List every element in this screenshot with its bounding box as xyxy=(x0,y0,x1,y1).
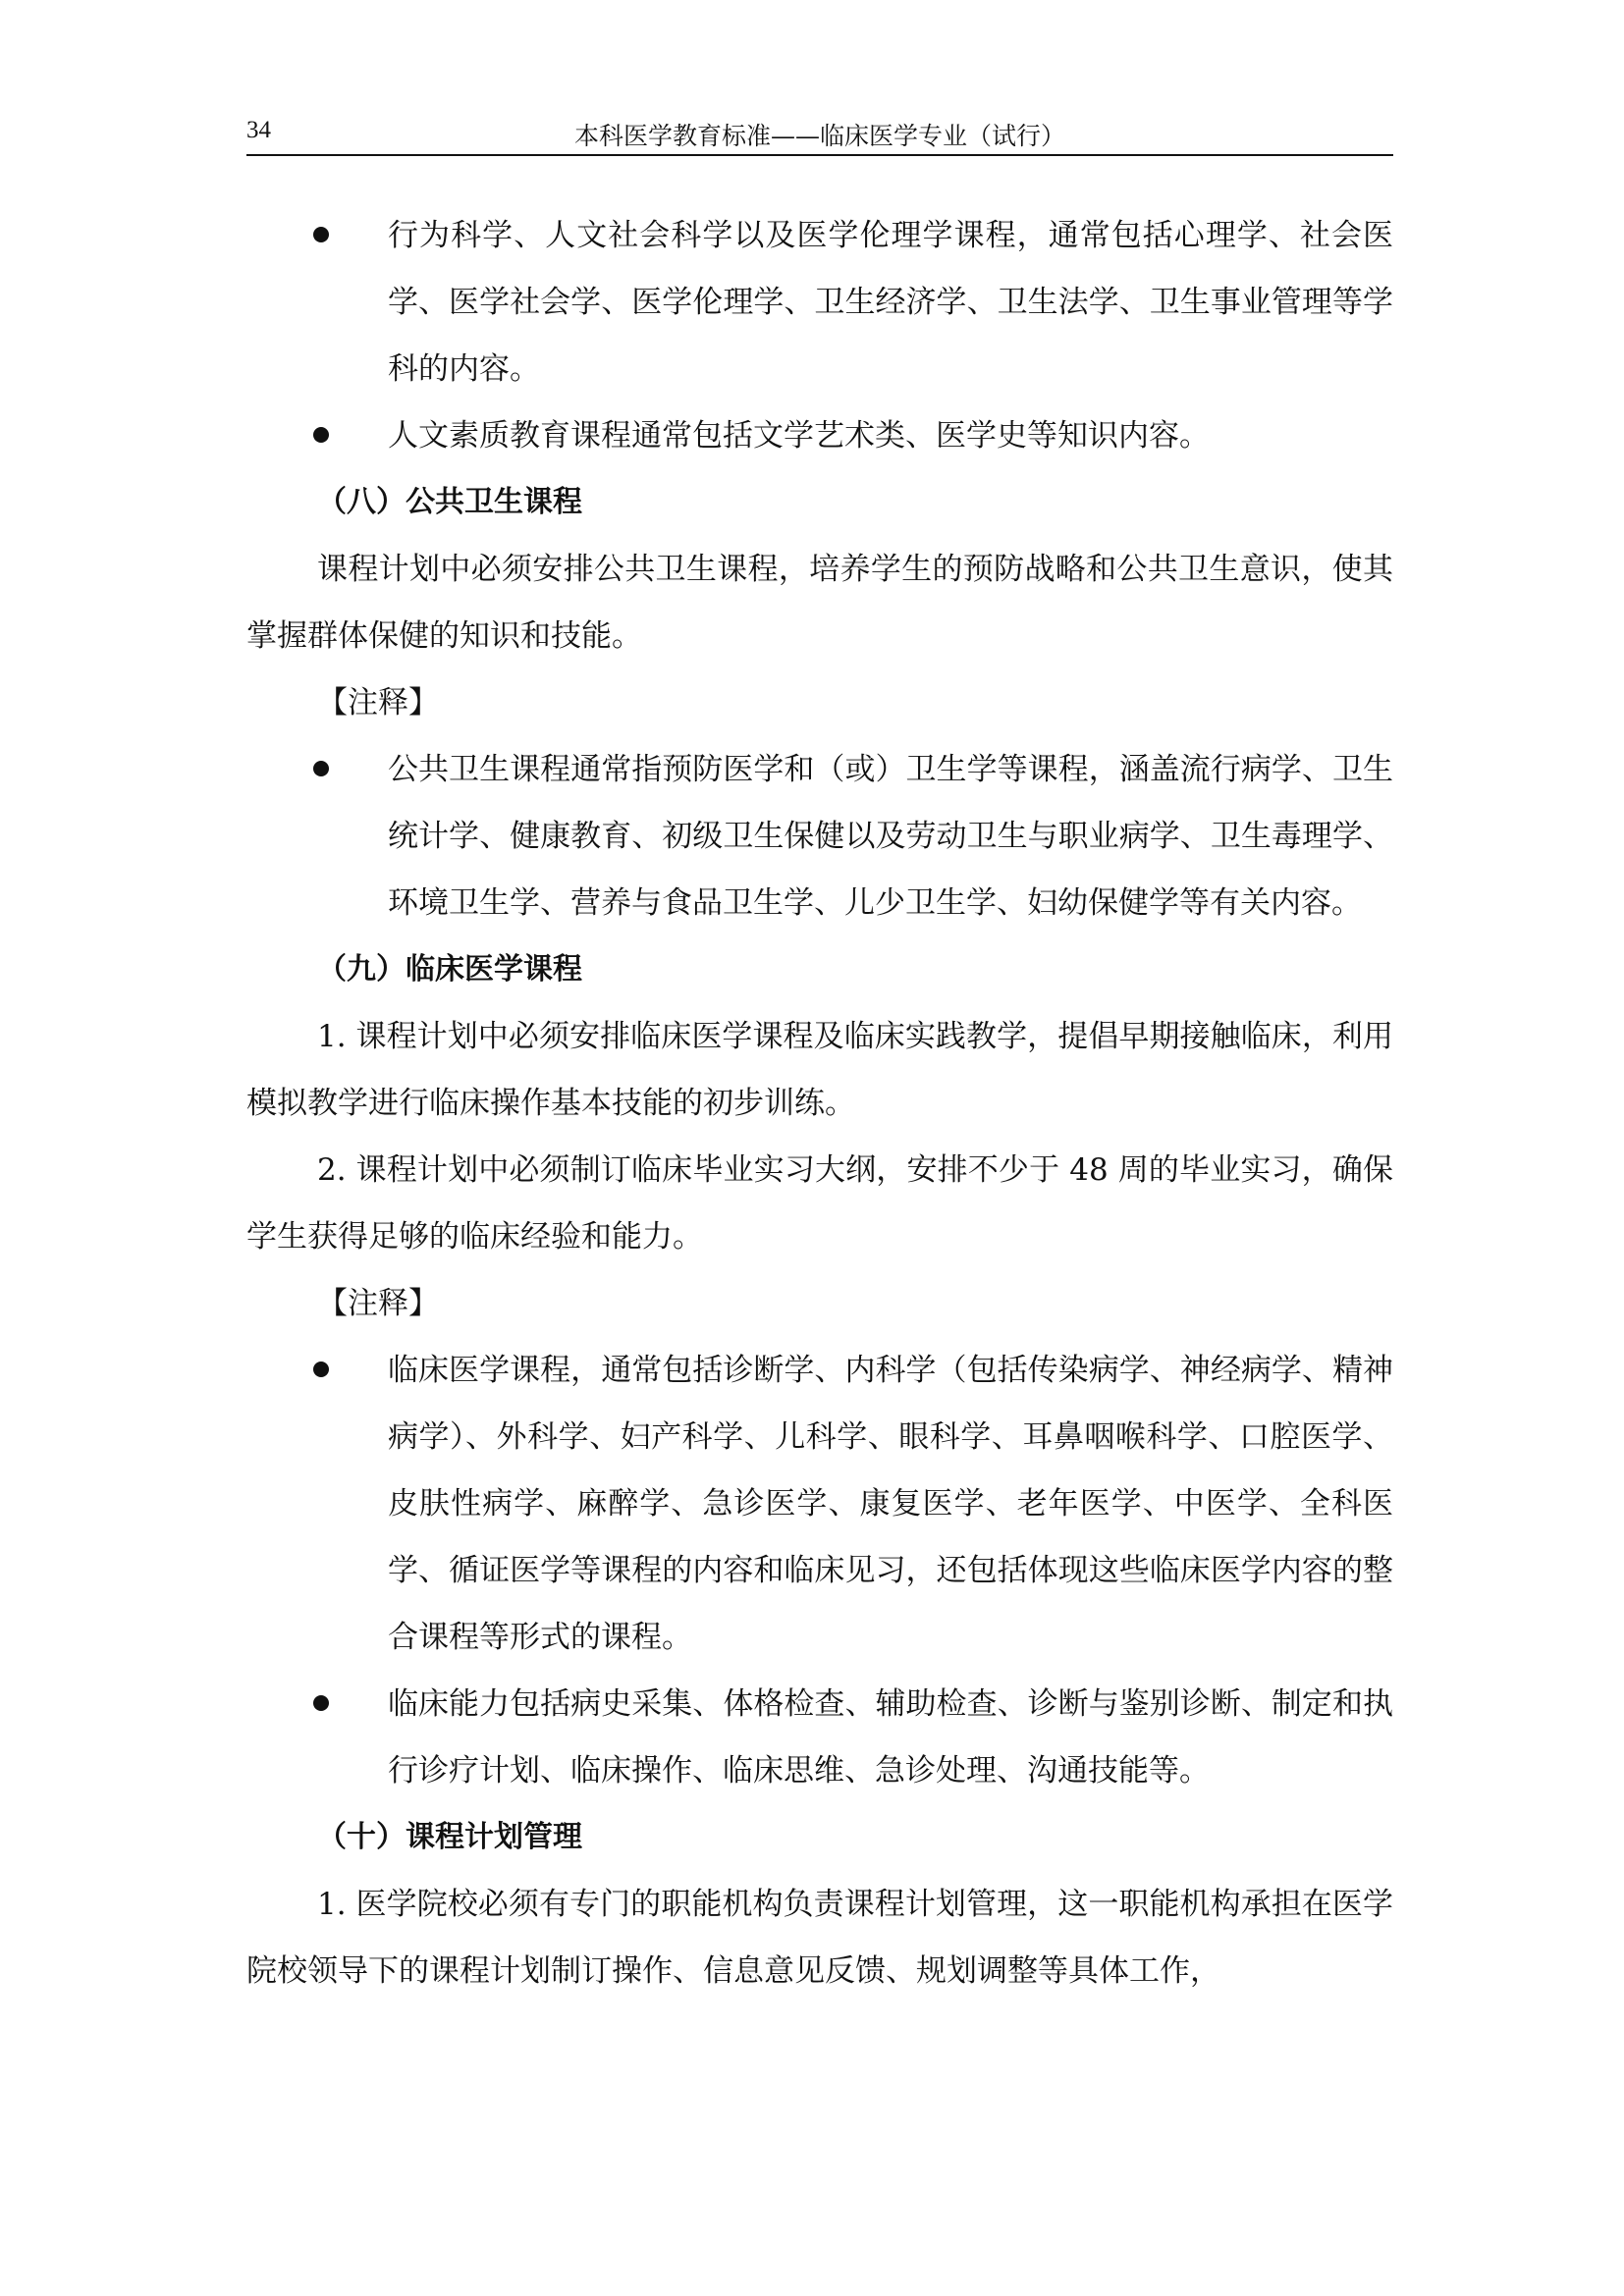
paragraph: 1. 课程计划中必须安排临床医学课程及临床实践教学，提倡早期接触临床，利用模拟教学进行临床操作基本技能的初步训练。 xyxy=(246,1019,1393,1121)
bullet-dot-icon xyxy=(313,227,329,242)
bullet-item xyxy=(246,202,1393,402)
page-header xyxy=(246,113,1393,156)
bullet-item xyxy=(246,1337,1393,1671)
note-label: 【注释】 xyxy=(317,685,439,721)
bullet-text: 公共卫生课程通常指预防医学和（或）卫生学等课程，涵盖流行病学、卫生统计学、健康教育、初级卫生保健以及劳动卫生与职业病学、卫生毒理学、环境卫生学、营养与食品卫生学、儿少卫生学、妇幼保健学等有关内容。 xyxy=(388,752,1393,921)
bullet-text: 临床能力包括病史采集、体格检查、辅助检查、诊断与鉴别诊断、制定和执行诊疗计划、临床操作、临床思维、急诊处理、沟通技能等。 xyxy=(388,1686,1393,1789)
section-heading: （十）课程计划管理 xyxy=(317,1820,582,1854)
bullet-item xyxy=(246,736,1393,936)
bullet-dot-icon xyxy=(313,761,329,776)
bullet-dot-icon xyxy=(313,1695,329,1711)
paragraph: 2. 课程计划中必须制订临床毕业实习大纲，安排不少于 48 周的毕业实习，确保学生获得足够的临床经验和能力。 xyxy=(246,1152,1393,1255)
paragraph: 课程计划中必须安排公共卫生课程，培养学生的预防战略和公共卫生意识，使其掌握群体保健的知识和技能。 xyxy=(246,552,1393,654)
running-title: 本科医学教育标准——临床医学专业（试行） xyxy=(573,122,1065,150)
section-heading: （九）临床医学课程 xyxy=(317,952,582,987)
bullet-text: 人文素质教育课程通常包括文学艺术类、医学史等知识内容。 xyxy=(388,418,1210,454)
paragraph: 1. 医学院校必须有专门的职能机构负责课程计划管理，这一职能机构承担在医学院校领导下的课程计划制订操作、信息意见反馈、规划调整等具体工作， xyxy=(246,1887,1393,1989)
note-label: 【注释】 xyxy=(317,1286,439,1321)
section-heading: （八）公共卫生课程 xyxy=(317,485,582,519)
bullet-text: 行为科学、人文社会科学以及医学伦理学课程，通常包括心理学、社会医学、医学社会学、医学伦理学、卫生经济学、卫生法学、卫生事业管理等学科的内容。 xyxy=(388,218,1393,387)
bullet-item xyxy=(246,1671,1393,1804)
bullet-dot-icon xyxy=(313,427,329,443)
page-body xyxy=(246,202,1393,2004)
bullet-text: 临床医学课程，通常包括诊断学、内科学（包括传染病学、神经病学、精神病学）、外科学、妇产科学、儿科学、眼科学、耳鼻咽喉科学、口腔医学、皮肤性病学、麻醉学、急诊医学、康复医学、老年医学、中医学、全科医学、循证医学等课程的内容和临床见习，还包括体现这些临床医学内容的整合课程等形式的课程。 xyxy=(388,1353,1393,1655)
page-number: 34 xyxy=(246,117,271,143)
bullet-item xyxy=(246,402,1393,469)
bullet-dot-icon xyxy=(313,1362,329,1377)
